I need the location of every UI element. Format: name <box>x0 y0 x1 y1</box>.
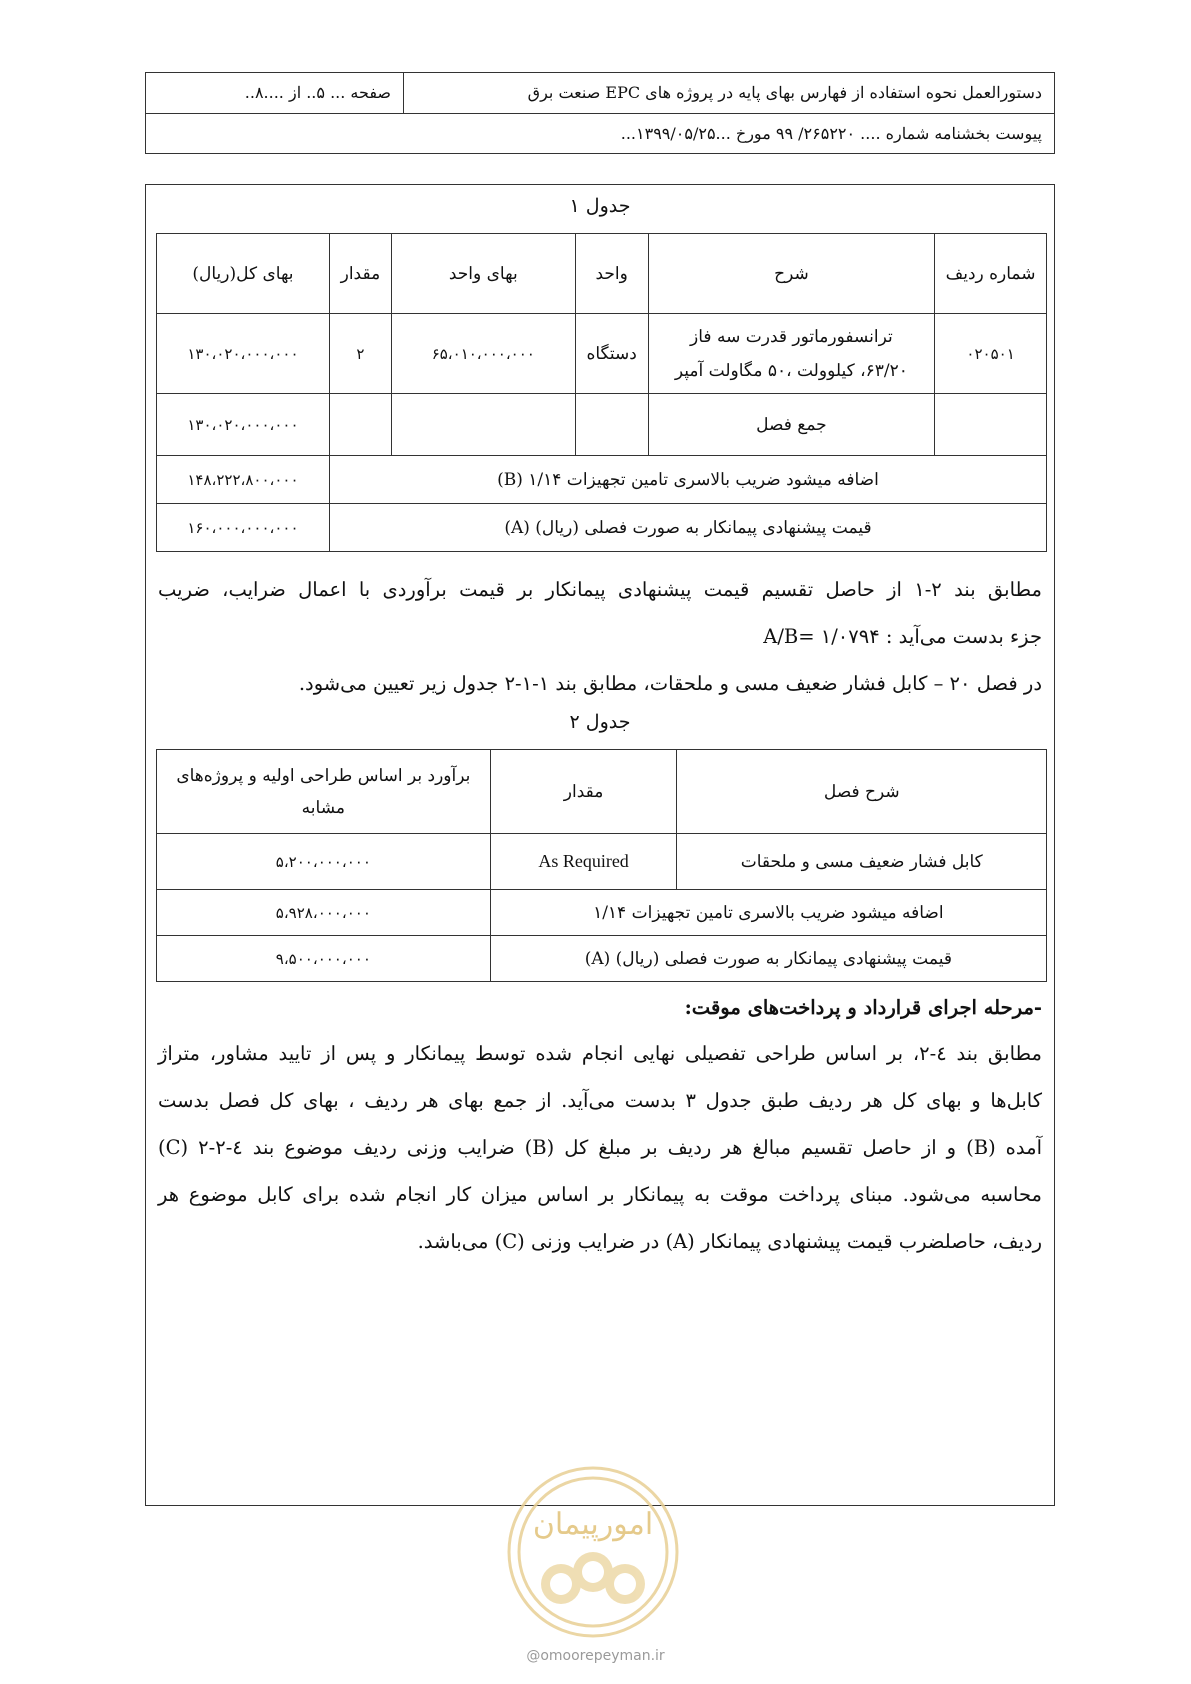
paragraph1-line1: مطابق بند ۲-۱ از حاصل تقسیم قیمت پیشنهادی پیمانکار بر قیمت برآوردی با اعمال ضرایب، ضریب <box>158 578 1042 601</box>
watermark-logo <box>503 1462 683 1642</box>
overhead-label: اضافه میشود ضریب بالاسری تامین تجهیزات ۱/۱۴ (B) <box>329 456 1046 504</box>
table1-overhead-row <box>157 456 1047 504</box>
cell-desc <box>648 314 935 394</box>
section2-heading: -مرحله اجرای قرارداد و پرداخت‌های موقت: <box>684 996 1042 1019</box>
cell-unit: دستگاه <box>575 314 648 394</box>
watermark-url: @omoorepeyman.ir <box>526 1648 665 1664</box>
table1 <box>156 233 1047 552</box>
table1-sum-row <box>157 394 1047 456</box>
header-estimate: برآورد بر اساس طراحی اولیه و پروژه‌های مشابه <box>157 750 491 834</box>
offer-label: قیمت پیشنهادی پیمانکار به صورت فصلی (ریال) (A) <box>329 504 1046 552</box>
paragraph1-line2: جزء بدست می‌آید : ۱/۰۷۹۴ =A/B <box>763 625 1042 648</box>
table2-offer-row <box>157 936 1047 982</box>
page-number: صفحه ... ۵.. از ....۸.. <box>146 73 404 113</box>
cell-row-no: ۰۲۰۵۰۱ <box>935 314 1047 394</box>
header-qty: مقدار <box>490 750 677 834</box>
document-title: دستورالعمل نحوه استفاده از فهارس بهای پایه در پروژه های EPC صنعت برق <box>527 83 1042 102</box>
cell-qty: As Required <box>490 834 677 890</box>
table-row <box>157 834 1047 890</box>
cell-desc-line2: ۶۳/۲۰، کیلوولت ،۵۰ مگاولت آمپر <box>674 360 908 381</box>
header-row-no: شماره ردیف <box>935 234 1047 314</box>
content-frame <box>145 184 1055 1506</box>
section2-line: محاسبه می‌شود. مبنای پرداخت موقت به پیمانکار بر اساس میزان کار انجام شده برای کابل موضوع هر <box>158 1183 1042 1206</box>
overhead-total: ۱۴۸،۲۲۲،۸۰۰،۰۰۰ <box>157 456 330 504</box>
section2-line: کابل‌ها و بهای کل هر ردیف طبق جدول ۳ بدست می‌آید. از جمع بهای هر ردیف ، بهای کل فصل بدست <box>158 1089 1042 1112</box>
table1-offer-row <box>157 504 1047 552</box>
cell-qty: ۲ <box>329 314 391 394</box>
section2 <box>158 986 1042 1265</box>
cell-desc-line1: ترانسفورماتور قدرت سه فاز <box>690 326 893 347</box>
offer-label: قیمت پیشنهادی پیمانکار به صورت فصلی (ریال) (A) <box>490 936 1046 982</box>
paragraph1-line3: در فصل ۲۰ – کابل فشار ضعیف مسی و ملحقات، مطابق بند ۱-۱-۲ جدول زیر تعیین می‌شود. <box>298 672 1042 695</box>
table2-header-row <box>157 750 1047 834</box>
cell-estimate: ۵،۲۰۰،۰۰۰،۰۰۰ <box>157 834 491 890</box>
circular-reference: پیوست بخشنامه شماره .... ۲۶۵۲۲۰/ ۹۹ مورخ ...۱۳۹۹/۰۵/۲۵... <box>620 124 1042 143</box>
section2-line: ردیف، حاصلضرب قیمت پیشنهادی پیمانکار (A) در ضرایب وزنی (C) می‌باشد. <box>417 1230 1042 1253</box>
header-unit: واحد <box>575 234 648 314</box>
table1-header-row <box>157 234 1047 314</box>
document-header <box>145 72 1055 154</box>
paragraph1 <box>158 566 1042 707</box>
table2-overhead-row <box>157 890 1047 936</box>
cell-section-desc: کابل فشار ضعیف مسی و ملحقات <box>677 834 1047 890</box>
section2-line: مطابق بند ٤-۲، بر اساس طراحی تفصیلی نهایی انجام شده توسط پیمانکار و پس از تایید مشاور، متراژ <box>158 1042 1042 1065</box>
cell-total: ۱۳۰،۰۲۰،۰۰۰،۰۰۰ <box>157 314 330 394</box>
table2 <box>156 749 1047 982</box>
header-desc: شرح <box>648 234 935 314</box>
overhead-estimate: ۵،۹۲۸،۰۰۰،۰۰۰ <box>157 890 491 936</box>
header-unit-price: بهای واحد <box>391 234 575 314</box>
cell-empty <box>575 394 648 456</box>
table2-caption: جدول ۲ <box>569 711 631 733</box>
offer-total: ۱۶۰،۰۰۰،۰۰۰،۰۰۰ <box>157 504 330 552</box>
section2-line: آمده (B) و از حاصل تقسیم مبالغ هر ردیف بر مبلغ کل (B) ضرایب وزنی ردیف موضوع بند ٤-۲-۲ (C) <box>158 1136 1042 1159</box>
cell-empty <box>391 394 575 456</box>
table1-caption: جدول ۱ <box>569 195 631 217</box>
offer-estimate: ۹،۵۰۰،۰۰۰،۰۰۰ <box>157 936 491 982</box>
sum-total: ۱۳۰،۰۲۰،۰۰۰،۰۰۰ <box>157 394 330 456</box>
header-total: بهای کل(ریال) <box>157 234 330 314</box>
header-qty: مقدار <box>329 234 391 314</box>
sum-label: جمع فصل <box>648 394 935 456</box>
cell-empty <box>935 394 1047 456</box>
cell-unit-price: ۶۵،۰۱۰،۰۰۰،۰۰۰ <box>391 314 575 394</box>
table-row <box>157 314 1047 394</box>
overhead-label: اضافه میشود ضریب بالاسری تامین تجهیزات ۱/۱۴ <box>490 890 1046 936</box>
cell-empty <box>329 394 391 456</box>
header-section-desc: شرح فصل <box>677 750 1047 834</box>
watermark-logo-text: امورپیمان <box>532 1507 654 1542</box>
